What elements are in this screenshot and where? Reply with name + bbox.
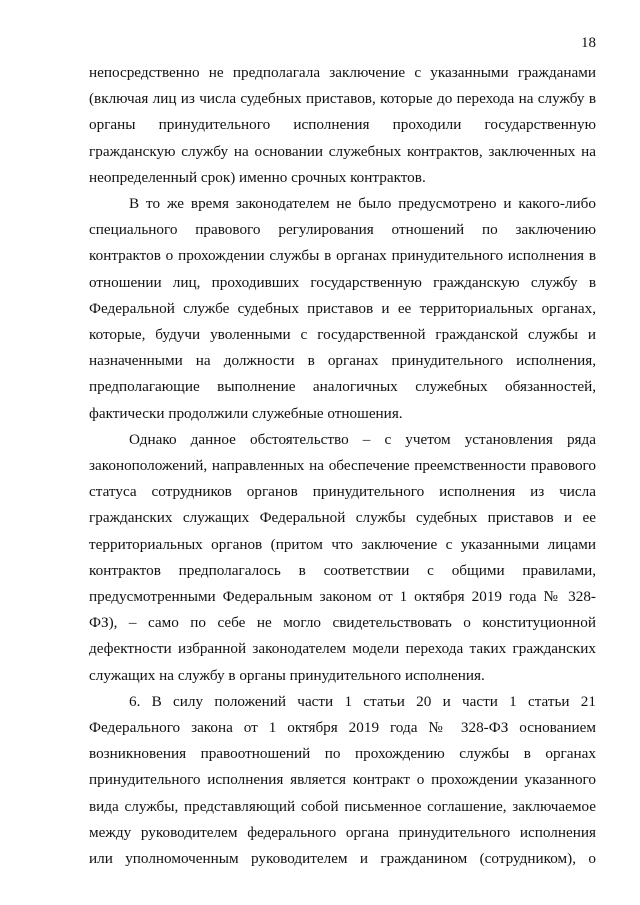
document-body [89,60,596,872]
text-line: органы принудительного исполнения проходили государственную [89,116,596,134]
text-line: назначенными на должности в органах принудительного исполнения, [89,352,596,370]
text-line: неопределенный срок) именно срочных контрактов. [89,168,426,186]
text-line: Федеральной службе судебных приставов и ее территориальных органах, [89,299,596,317]
text-line: непосредственно не предполагала заключение с указанными гражданами [89,64,596,81]
paragraph-2 [89,191,596,427]
text-line: специального правового регулирования отношений по заключению [89,221,596,239]
text-line: (включая лиц из числа судебных приставов, которые до перехода на службу в [89,90,596,108]
text-line: ФЗ), – само по себе не могло свидетельствовать о конституционной [89,614,596,632]
text-line: предусмотренными Федеральным законом от 1 октября 2019 года № 328- [89,588,596,606]
text-line: между руководителем федерального органа принудительного исполнения [89,823,596,841]
text-line: В то же время законодателем не было предусмотрено и какого-либо [129,195,596,213]
text-line: 6. В силу положений части 1 статьи 20 и части 1 статьи 21 [129,692,596,710]
paragraph-3 [89,427,596,689]
text-line: статуса сотрудников органов принудительного исполнения из числа [89,483,596,501]
text-line: Однако данное обстоятельство – с учетом установления ряда [129,430,596,448]
text-line: контрактов предполагалось в соответствии с общими правилами, [89,561,596,579]
text-line: возникновения правоотношений по прохождению службы в органах [89,745,596,763]
text-line: служащих на службу в органы принудительного исполнения. [89,666,485,684]
text-line: дефектности избранной законодателем модели перехода таких гражданских [89,640,596,658]
text-line: вида службы, представляющий собой письменное соглашение, заключаемое [89,797,596,815]
page-number: 18 [581,35,596,51]
paragraph-4 [89,689,596,872]
text-line: или уполномоченным руководителем и гражданином (сотрудником), о [89,850,596,868]
text-line: территориальных органов (притом что заключение с указанными лицами [89,535,596,553]
paragraph-1 [89,60,596,191]
text-line: отношении лиц, проходивших государственную гражданскую службу в [89,273,596,291]
text-line: принудительного исполнения является контракт о прохождении указанного [89,771,596,789]
text-line: Федерального закона от 1 октября 2019 года № 328-ФЗ основанием [89,719,596,737]
text-line: законоположений, направленных на обеспечение преемственности правового [89,457,596,475]
text-line: гражданских служащих Федеральной службы судебных приставов и ее [89,509,596,527]
text-line: предполагающие выполнение аналогичных служебных обязанностей, [89,378,596,396]
text-line: контрактов о прохождении службы в органах принудительного исполнения в [89,247,596,265]
text-line: фактически продолжили служебные отношения. [89,404,403,422]
text-line: гражданскую службу на основании служебных контрактов, заключенных на [89,142,596,160]
text-line: которые, будучи уволенными с государственной гражданской службы и [89,326,596,344]
